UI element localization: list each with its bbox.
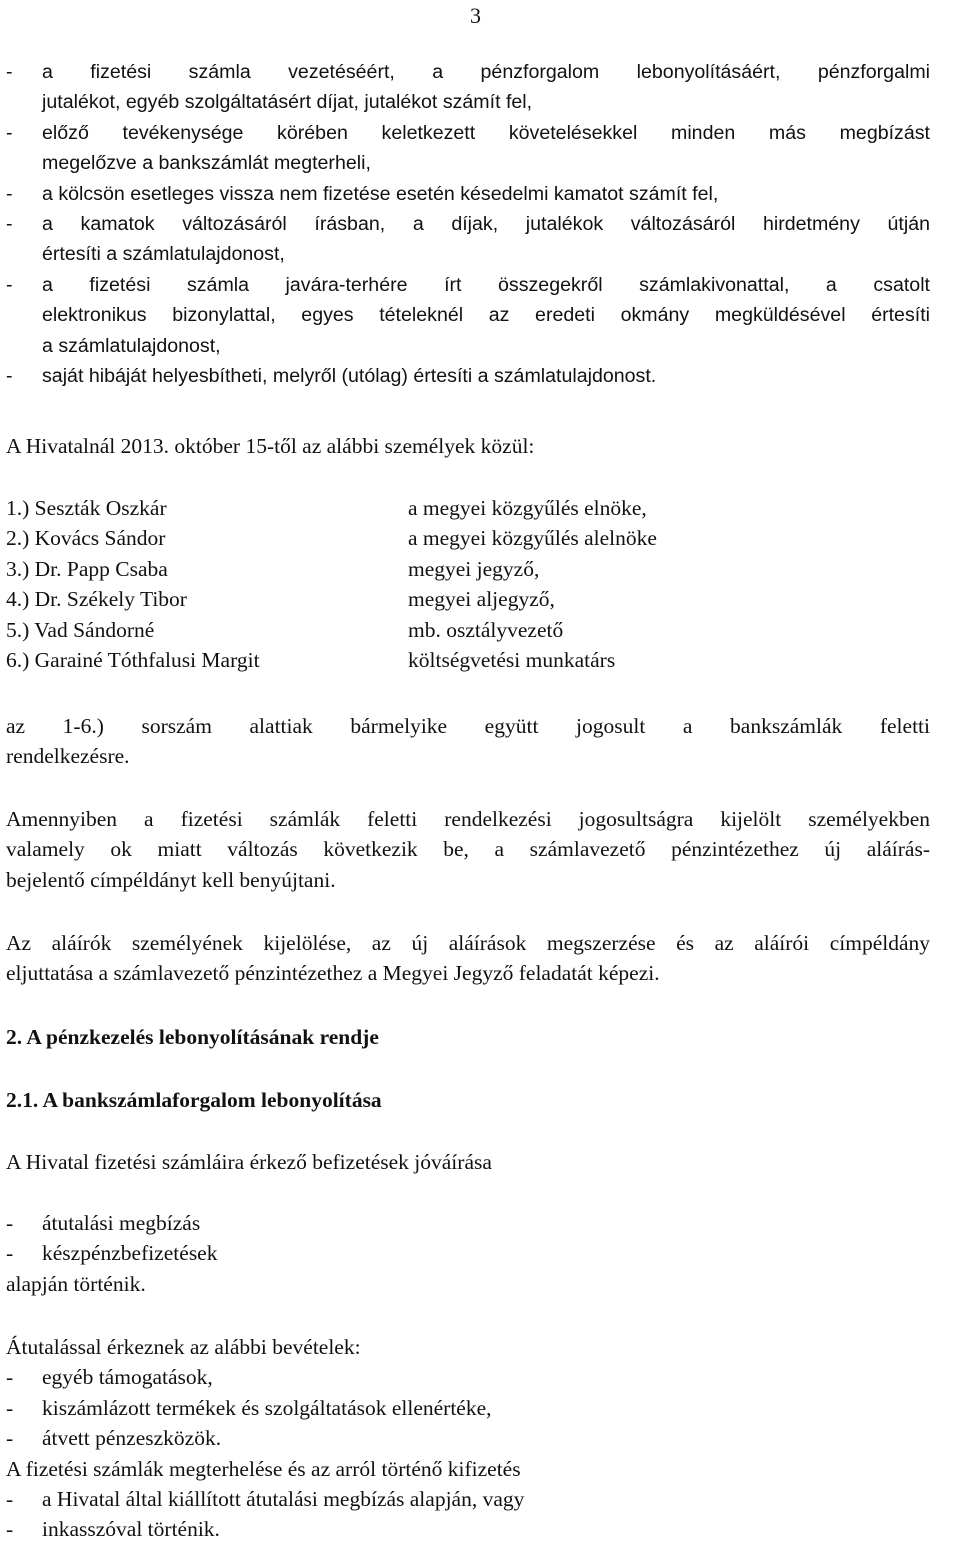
list-dash: -	[6, 121, 13, 144]
list-item: - átutalási megbízás	[6, 1208, 930, 1238]
signers-paragraph: Az aláírók személyének kijelölése, az új aláírások megszerzése és az aláírói címpéldány eljuttatása a számlavezető pénzintézethez a Megyei Jegyző feladatát képezi.	[6, 931, 930, 986]
list-item: - saját hibáját helyesbítheti, melyről (utólag) értesíti a számlatulajdonost.	[6, 361, 930, 391]
list-item: - a fizetési számla vezetéséért, a pénzforgalom lebonyolításáért, pénzforgalmi	[6, 57, 930, 87]
list-dash: -	[6, 212, 13, 235]
person-row	[6, 554, 930, 584]
list-item: - kiszámlázott termékek és szolgáltatások ellenértéke,	[6, 1393, 930, 1423]
list-dash: -	[6, 1426, 14, 1451]
list-item: - a Hivatal által kiállított átutalási megbízás alapján, vagy	[6, 1484, 930, 1514]
list-dash: -	[6, 1365, 14, 1390]
list-dash: -	[6, 61, 13, 83]
person-row	[6, 615, 930, 645]
person-role: költségvetési munkatárs	[408, 647, 616, 672]
list-dash: -	[6, 273, 13, 296]
person-role: a megyei közgyűlés elnöke,	[408, 496, 647, 520]
authorized-persons-list	[6, 493, 930, 675]
person-row	[6, 523, 930, 553]
person-name: 5.) Vad Sándorné	[6, 617, 155, 642]
person-role: megyei jegyző,	[408, 556, 540, 581]
person-role: megyei aljegyző,	[408, 587, 555, 612]
person-role: a megyei közgyűlés alelnöke	[408, 526, 657, 551]
list-item: - inkasszóval történik.	[6, 1514, 930, 1544]
transfer-income-section: Átutalással érkeznek az alábbi bevételek: - egyéb támogatások, - kiszámlázott termékek és szolgáltatások ellenértéke, - átvett pénzeszközök. A fizetési számlák megterhelése és az arról történő kifizetés - a Hivatal által kiállított átutalási megbízás alapján, vagy - inkasszóval történik.	[6, 1332, 930, 1545]
hivatal-intro: A Hivatalnál 2013. október 15-től az alábbi személyek közül:	[6, 434, 535, 458]
crediting-paragraph: A Hivatal fizetési számláira érkező befizetések jóváírása	[6, 1150, 492, 1174]
person-row	[6, 645, 930, 675]
list-dash: -	[6, 364, 13, 387]
list-dash: -	[6, 182, 13, 205]
list-item-continuation: jutalékot, egyéb szolgáltatásért díjat, jutalékot számít fel,	[42, 91, 533, 114]
list-item: - a kölcsön esetleges vissza nem fizetése esetén késedelmi kamatot számít fel,	[6, 179, 930, 209]
list-item: - átvett pénzeszközök.	[6, 1423, 930, 1453]
list-item: - egyéb támogatások,	[6, 1362, 930, 1392]
list-item-continuation: elektronikus bizonylattal, egyes tételeknél az eredeti okmány megküldésével értesíti	[42, 304, 930, 327]
change-paragraph: Amennyiben a fizetési számlák feletti rendelkezési jogosultságra kijelölt személyekben valamely ok miatt változás következik be, a számlavezető pénzintézethez új aláírás- bejelentő címpéldányt kell benyújtani.	[6, 807, 930, 892]
debiting-paragraph: A fizetési számlák megterhelése és az arról történő kifizetés	[6, 1456, 521, 1481]
person-name: 6.) Garainé Tóthfalusi Margit	[6, 647, 260, 672]
list-dash: -	[6, 1211, 14, 1235]
crediting-list-closing: alapján történik.	[6, 1271, 146, 1296]
subsection-heading: 2.1. A bankszámlaforgalom lebonyolítása	[6, 1088, 382, 1112]
list-dash: -	[6, 1395, 14, 1420]
person-name: 2.) Kovács Sándor	[6, 526, 166, 551]
person-role: mb. osztályvezető	[408, 617, 564, 642]
list-item: - előző tevékenysége körében keletkezett követelésekkel minden más megbízást	[6, 118, 930, 148]
list-dash: -	[6, 1486, 14, 1511]
list-item: - készpénzbefizetések	[6, 1238, 930, 1268]
crediting-list	[6, 1208, 930, 1299]
person-name: 1.) Seszták Oszkár	[6, 496, 167, 520]
list-dash: -	[6, 1241, 14, 1266]
list-item-continuation: megelőzve a bankszámlát megterheli,	[42, 152, 371, 175]
list-item: - a fizetési számla javára-terhére írt összegekről számlakivonattal, a csatolt	[6, 270, 930, 300]
page-number: 3	[470, 3, 481, 28]
person-name: 3.) Dr. Papp Csaba	[6, 556, 168, 581]
list-item-continuation: a számlatulajdonost,	[42, 334, 221, 357]
list-item-continuation: értesíti a számlatulajdonost,	[42, 243, 285, 266]
person-row	[6, 493, 930, 523]
person-row	[6, 584, 930, 614]
list-dash: -	[6, 1517, 14, 1542]
person-name: 4.) Dr. Székely Tibor	[6, 587, 187, 612]
bank-duties-list	[6, 57, 930, 391]
section-heading: 2. A pénzkezelés lebonyolításának rendje	[6, 1025, 379, 1049]
joint-authority-paragraph: az 1-6.) sorszám alattiak bármelyike együtt jogosult a bankszámlák feletti rendelkezésre.	[6, 714, 930, 769]
list-item: - a kamatok változásáról írásban, a díjak, jutalékok változásáról hirdetmény útján	[6, 209, 930, 239]
